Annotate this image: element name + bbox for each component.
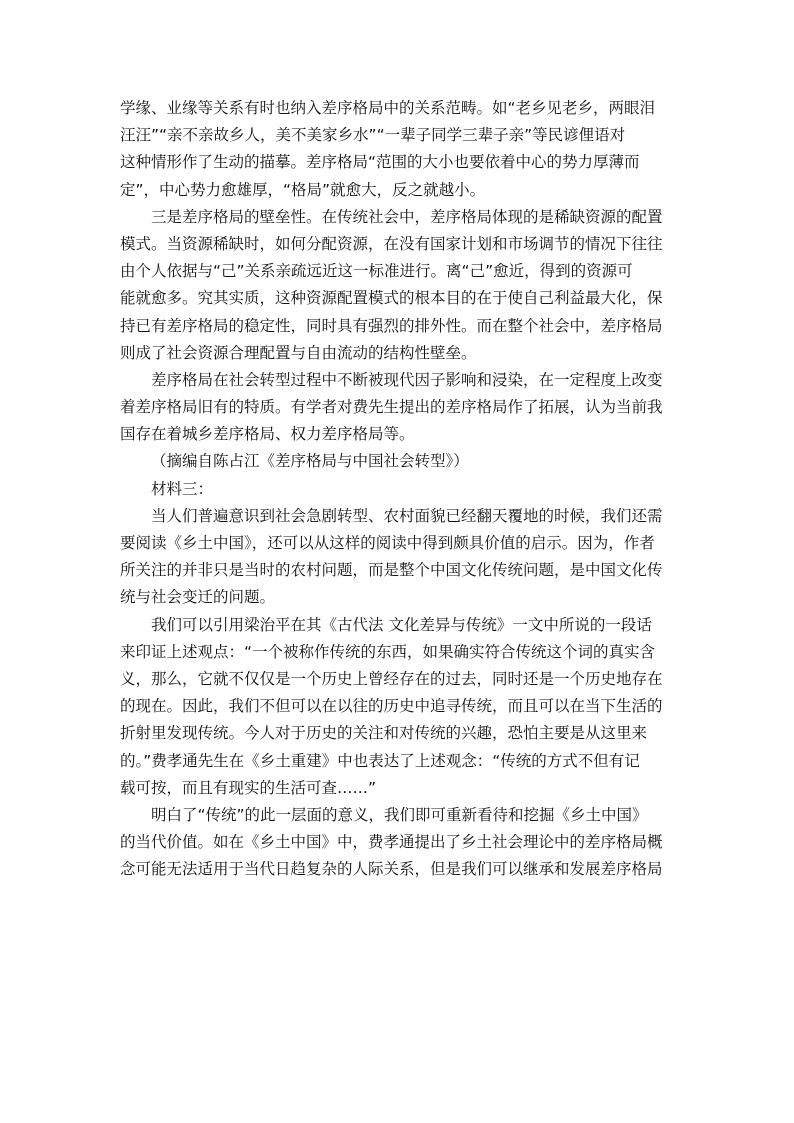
text-line: （摘编自陈占江《差序格局与中国社会转型》） [151,452,469,471]
section-label [120,476,688,503]
document-page [120,95,688,883]
text-line: 当人们普遍意识到社会急剧转型、农村面貌已经翻天覆地的时候，我们还需 [151,506,663,525]
paragraph-continuation [120,95,688,204]
text-line: 来印证上述观点：“一个被称作传统的东西，如果确实符合传统这个词的真实含 [120,642,656,661]
paragraph-contemporary-value [120,802,688,884]
text-line: 的当代价值。如在《乡土中国》中，费孝通提出了乡土社会理论中的差序格局概 [120,833,663,852]
text-line: 的。”费孝通先生在《乡土重建》中也表达了上述观念：“传统的方式不但有记 [120,751,640,770]
paragraph-transformation [120,367,688,449]
text-line: 学缘、业缘等关系有时也纳入差序格局中的关系范畴。如“老乡见老乡，两眼泪 [120,99,656,117]
text-line: 我们可以引用梁治平在其《古代法 文化差异与传统》一文中所说的一段话 [151,615,652,634]
text-line: 要阅读《乡土中国》，还可以从这样的阅读中得到颇具价值的启示。因为，作者 [120,534,655,552]
text-line: 统与社会变迁的问题。 [120,588,276,607]
text-line: 明白了“传统”的此一层面的意义，我们即可重新看待和挖掘《乡土中国》 [151,805,648,824]
text-line: 汪汪”“亲不亲故乡人，美不美家乡水”“一辈子同学三辈子亲”等民谚俚语对 [120,126,626,145]
text-line: 的现在。因此，我们不但可以在以往的历史中追寻传统，而且可以在当下生活的 [120,697,663,716]
text-line: 国存在着城乡差序格局、权力差序格局等。 [120,425,415,444]
text-line: 模式。当资源稀缺时，如何分配资源，在没有国家计划和市场调节的情况下往往 [120,234,663,253]
text-line: 载可按，而且有现实的生活可查……” [120,778,377,797]
paragraph-reading [120,503,688,612]
text-line: 能就愈多。究其实质，这种资源配置模式的根本目的在于使自己利益最大化，保 [120,289,663,308]
text-line: 则成了社会资源合理配置与自由流动的结构性壁垒。 [120,343,477,362]
text-line: 折射里发现传统。今人对于历史的关注和对传统的兴趣，恐怕主要是从这里来 [120,724,648,743]
text-line: 材料三： [151,479,214,498]
paragraph-quotation [120,612,688,802]
text-line: 三是差序格局的壁垒性。在传统社会中，差序格局体现的是稀缺资源的配置 [151,207,663,226]
text-line: 念可能无法适用于当代日趋复杂的人际关系，但是我们可以继承和发展差序格局 [120,860,663,879]
text-line: 持已有差序格局的稳定性，同时具有强烈的排外性。而在整个社会中，差序格局 [120,316,663,335]
text-line: 所关注的并非只是当时的农村问题，而是整个中国文化传统问题，是中国文化传 [120,561,663,580]
paragraph-barrier [120,204,688,367]
text-line: 差序格局在社会转型过程中不断被现代因子影响和浸染，在一定程度上改变 [151,370,663,389]
text-line: 义，那么，它就不仅仅是一个历史上曾经存在的过去，同时还是一个历史地存在 [120,669,663,688]
text-line: 着差序格局旧有的特质。有学者对费先生提出的差序格局作了拓展，认为当前我 [120,398,663,417]
source-citation [120,448,688,475]
text-line: 定”，中心势力愈雄厚，“格局”就愈大，反之就越小。 [120,180,486,199]
text-line: 由个人依据与“己”关系亲疏远近这一标准进行。离“己”愈近，得到的资源可 [120,262,633,281]
text-line: 这种情形作了生动的描摹。差序格局“范围的大小也要依着中心的势力厚薄而 [120,153,640,172]
